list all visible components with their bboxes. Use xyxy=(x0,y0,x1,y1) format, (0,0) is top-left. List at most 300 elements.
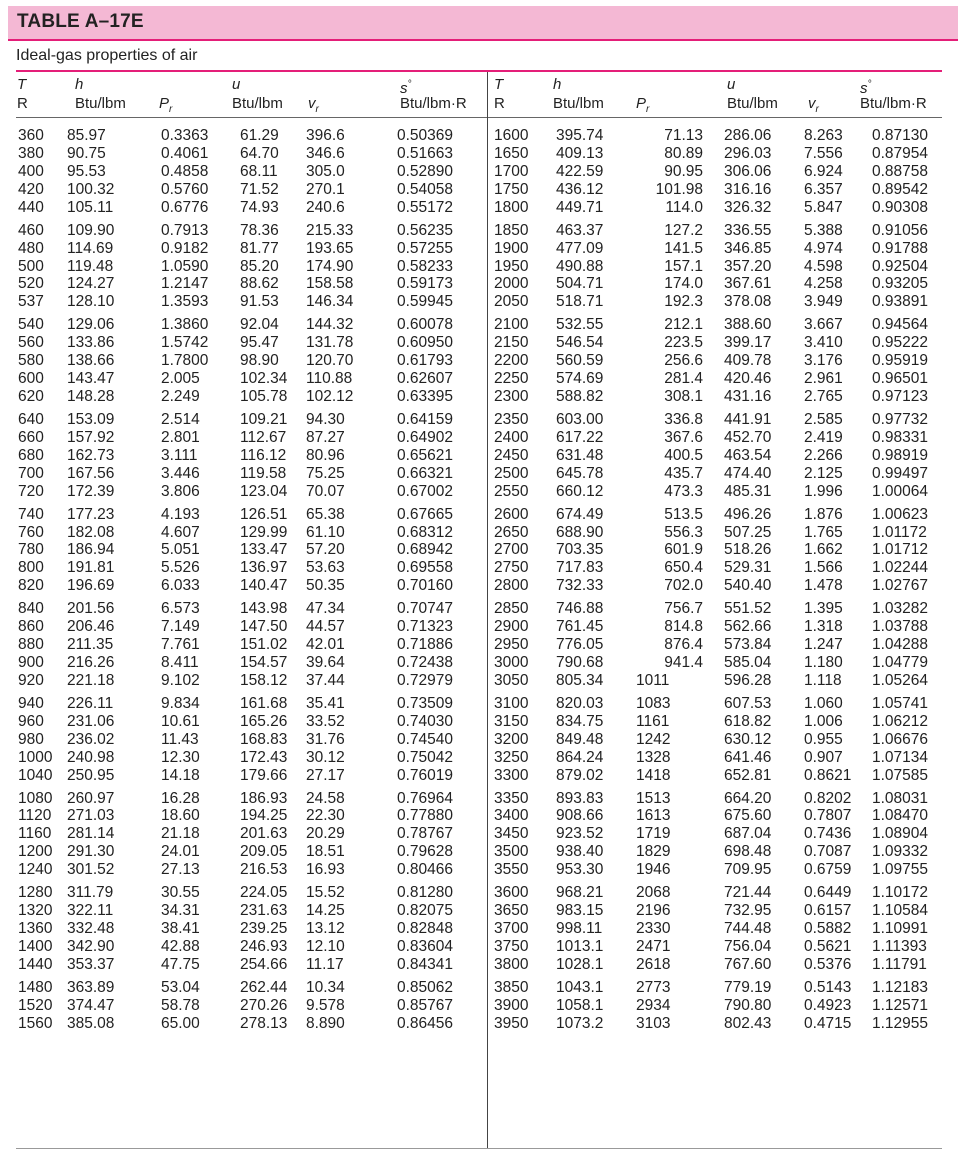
cell-right-t: 3800 xyxy=(494,955,529,973)
cell-left-pr: 1.2147 xyxy=(161,275,209,293)
cell-left-s: 0.78767 xyxy=(397,825,454,843)
cell-left-h: 172.39 xyxy=(67,482,115,500)
cell-left-u: 129.99 xyxy=(240,523,288,541)
cell-left-h: 167.56 xyxy=(67,464,115,482)
cell-right-vr: 1.996 xyxy=(804,482,843,500)
cell-right-t: 2850 xyxy=(494,600,529,618)
cell-left-h: 231.06 xyxy=(67,712,115,730)
cell-right-s: 0.92504 xyxy=(872,257,929,275)
cell-left-s: 0.64159 xyxy=(397,410,454,428)
cell-right-vr: 1.876 xyxy=(804,505,843,523)
cell-left-u: 147.50 xyxy=(240,618,288,636)
cell-right-vr: 1.395 xyxy=(804,600,843,618)
cell-left-h: 301.52 xyxy=(67,861,115,879)
cell-right-t: 1750 xyxy=(494,180,529,198)
cell-left-u: 61.29 xyxy=(240,127,279,144)
cell-right-pr: 1946 xyxy=(636,861,671,879)
cell-left-vr: 61.10 xyxy=(306,523,345,541)
cell-right-s: 1.12183 xyxy=(872,978,929,996)
cell-right-h: 938.40 xyxy=(556,843,604,861)
cell-right-vr: 0.8621 xyxy=(804,766,852,784)
cell-right-vr: 1.566 xyxy=(804,559,843,577)
cell-left-pr: 0.4061 xyxy=(161,144,209,162)
cell-right-u: 698.48 xyxy=(724,843,772,861)
cell-left-h: 236.02 xyxy=(67,730,115,748)
cell-right-vr: 1.118 xyxy=(804,671,842,689)
cell-left-h: 153.09 xyxy=(67,410,115,428)
cell-left-s: 0.51663 xyxy=(397,144,454,162)
header-pr-symbol: P xyxy=(159,95,170,112)
cell-left-u: 140.47 xyxy=(240,577,288,595)
cell-right-vr: 1.006 xyxy=(804,712,843,730)
cell-right-t: 2750 xyxy=(494,559,529,577)
cell-right-pr: 3103 xyxy=(636,1014,671,1032)
cell-left-vr: 8.890 xyxy=(306,1014,345,1032)
cell-right-pr: 876.4 xyxy=(664,636,703,654)
header-pr-right xyxy=(636,95,649,118)
cell-left-pr: 7.149 xyxy=(161,618,200,636)
cell-left-t: 680 xyxy=(18,446,44,464)
cell-right-pr: 1613 xyxy=(636,807,671,825)
cell-right-s: 1.09332 xyxy=(872,843,929,861)
cell-left-h: 157.92 xyxy=(67,428,115,446)
cell-left-pr: 8.411 xyxy=(161,654,199,672)
table-title-bar xyxy=(8,6,958,41)
cell-right-t: 3600 xyxy=(494,884,529,902)
cell-right-h: 645.78 xyxy=(556,464,604,482)
header-vr-right xyxy=(808,95,819,118)
cell-left-vr: 70.07 xyxy=(306,482,345,500)
cell-left-t: 740 xyxy=(18,505,44,523)
cell-left-h: 211.35 xyxy=(67,636,114,654)
cell-right-vr: 0.5143 xyxy=(804,978,852,996)
cell-left-u: 151.02 xyxy=(240,636,288,654)
cell-right-vr: 0.5621 xyxy=(804,937,852,955)
cell-left-s: 0.76964 xyxy=(397,789,454,807)
cell-left-t: 400 xyxy=(18,162,44,180)
cell-left-s: 0.84341 xyxy=(397,955,454,973)
cell-left-pr: 2.514 xyxy=(161,410,200,428)
cell-left-s: 0.85062 xyxy=(397,978,454,996)
cell-right-pr: 601.9 xyxy=(664,541,703,559)
cell-left-s: 0.54058 xyxy=(397,180,454,198)
cell-right-pr: 2196 xyxy=(636,902,671,920)
cell-left-vr: 10.34 xyxy=(306,978,345,996)
cell-left-u: 239.25 xyxy=(240,920,288,938)
cell-left-h: 271.03 xyxy=(67,807,115,825)
cell-left-t: 1080 xyxy=(18,789,53,807)
cell-right-h: 463.37 xyxy=(556,221,604,239)
cell-right-h: 849.48 xyxy=(556,730,604,748)
cell-left-pr: 18.60 xyxy=(161,807,200,825)
cell-right-u: 585.04 xyxy=(724,654,772,672)
cell-left-u: 102.34 xyxy=(240,370,288,388)
header-s-left xyxy=(400,76,412,97)
cell-right-u: 441.91 xyxy=(724,410,772,428)
cell-left-pr: 2.249 xyxy=(161,388,200,406)
cell-left-h: 182.08 xyxy=(67,523,115,541)
cell-left-vr: 13.12 xyxy=(306,920,345,938)
cell-left-vr: 33.52 xyxy=(306,712,345,730)
cell-right-h: 617.22 xyxy=(556,428,604,446)
cell-right-vr: 8.263 xyxy=(804,127,843,144)
cell-right-u: 540.40 xyxy=(724,577,772,595)
cell-left-s: 0.82848 xyxy=(397,920,454,938)
header-s-symbol: s xyxy=(860,80,868,97)
cell-left-s: 0.70747 xyxy=(397,600,454,618)
cell-left-t: 900 xyxy=(18,654,44,672)
cell-left-t: 440 xyxy=(18,198,44,216)
cell-right-u: 346.85 xyxy=(724,239,772,257)
cell-left-vr: 158.58 xyxy=(306,275,354,293)
cell-right-u: 687.04 xyxy=(724,825,772,843)
cell-left-t: 360 xyxy=(18,127,44,144)
cell-right-s: 0.95222 xyxy=(872,334,929,352)
cell-left-s: 0.72979 xyxy=(397,671,454,689)
cell-right-s: 1.12955 xyxy=(872,1014,929,1032)
cell-right-pr: 90.95 xyxy=(664,162,703,180)
cell-left-vr: 47.34 xyxy=(306,600,345,618)
cell-right-pr: 556.3 xyxy=(664,523,703,541)
cell-left-u: 91.53 xyxy=(240,293,279,311)
cell-left-vr: 305.0 xyxy=(306,162,345,180)
cell-left-pr: 38.41 xyxy=(161,920,200,938)
cell-left-u: 165.26 xyxy=(240,712,288,730)
cell-right-s: 1.11791 xyxy=(872,955,927,973)
cell-right-s: 0.91056 xyxy=(872,221,929,239)
cell-left-u: 246.93 xyxy=(240,937,288,955)
cell-left-vr: 110.88 xyxy=(306,370,353,388)
cell-right-u: 562.66 xyxy=(724,618,772,636)
cell-right-h: 893.83 xyxy=(556,789,604,807)
cell-right-t: 1650 xyxy=(494,144,529,162)
cell-right-vr: 1.765 xyxy=(804,523,843,541)
cell-left-h: 374.47 xyxy=(67,996,115,1014)
cell-right-vr: 0.8202 xyxy=(804,789,852,807)
cell-right-t: 3200 xyxy=(494,730,529,748)
cell-right-vr: 6.357 xyxy=(804,180,843,198)
cell-right-s: 0.93891 xyxy=(872,293,929,311)
cell-right-s: 1.01712 xyxy=(872,541,929,559)
cell-right-s: 1.03788 xyxy=(872,618,929,636)
cell-right-h: 477.09 xyxy=(556,239,604,257)
cell-right-s: 0.87130 xyxy=(872,127,929,144)
cell-left-pr: 47.75 xyxy=(161,955,200,973)
cell-right-t: 1600 xyxy=(494,127,529,144)
cell-left-vr: 14.25 xyxy=(306,902,345,920)
cell-right-pr: 2471 xyxy=(636,937,671,955)
cell-left-h: 114.69 xyxy=(67,239,114,257)
cell-left-s: 0.85767 xyxy=(397,996,454,1014)
cell-left-s: 0.79628 xyxy=(397,843,454,861)
cell-right-h: 588.82 xyxy=(556,388,604,406)
cell-left-pr: 6.573 xyxy=(161,600,200,618)
cell-left-s: 0.59173 xyxy=(397,275,454,293)
cell-left-s: 0.55172 xyxy=(397,198,454,216)
cell-left-t: 840 xyxy=(18,600,44,618)
cell-right-pr: 941.4 xyxy=(664,654,703,672)
cell-left-s: 0.66321 xyxy=(397,464,454,482)
cell-right-u: 420.46 xyxy=(724,370,772,388)
cell-right-t: 3000 xyxy=(494,654,529,672)
cell-left-s: 0.59945 xyxy=(397,293,454,311)
cell-right-t: 3150 xyxy=(494,712,529,730)
cell-left-t: 980 xyxy=(18,730,44,748)
cell-right-s: 0.89542 xyxy=(872,180,929,198)
cell-right-u: 507.25 xyxy=(724,523,772,541)
header-u-unit-right: Btu/lbm xyxy=(727,95,778,112)
cell-right-t: 3400 xyxy=(494,807,529,825)
cell-left-pr: 58.78 xyxy=(161,996,200,1014)
cell-right-u: 732.95 xyxy=(724,902,772,920)
cell-right-t: 2600 xyxy=(494,505,529,523)
cell-left-h: 191.81 xyxy=(67,559,115,577)
cell-right-u: 767.60 xyxy=(724,955,772,973)
cell-right-s: 1.10991 xyxy=(872,920,929,938)
cell-left-vr: 240.6 xyxy=(306,198,345,216)
cell-right-s: 1.07134 xyxy=(872,748,929,766)
cell-left-s: 0.72438 xyxy=(397,654,454,672)
cell-left-vr: 35.41 xyxy=(306,694,345,712)
cell-right-h: 674.49 xyxy=(556,505,604,523)
top-rule xyxy=(16,70,942,72)
cell-right-u: 388.60 xyxy=(724,316,772,334)
cell-left-u: 194.25 xyxy=(240,807,288,825)
cell-left-s: 0.60950 xyxy=(397,334,454,352)
cell-right-pr: 157.1 xyxy=(664,257,703,275)
column-divider xyxy=(487,72,488,1148)
cell-left-t: 1480 xyxy=(18,978,53,996)
cell-right-t: 2100 xyxy=(494,316,529,334)
cell-left-pr: 0.6776 xyxy=(161,198,209,216)
cell-left-pr: 1.3860 xyxy=(161,316,209,334)
cell-left-s: 0.68942 xyxy=(397,541,454,559)
cell-left-pr: 0.9182 xyxy=(161,239,209,257)
cell-left-s: 0.60078 xyxy=(397,316,454,334)
cell-left-vr: 42.01 xyxy=(306,636,345,654)
cell-left-t: 1440 xyxy=(18,955,53,973)
cell-right-t: 2900 xyxy=(494,618,529,636)
cell-right-u: 399.17 xyxy=(724,334,772,352)
header-s-symbol: s xyxy=(400,80,408,97)
cell-left-pr: 10.61 xyxy=(161,712,200,730)
cell-right-h: 834.75 xyxy=(556,712,604,730)
cell-right-u: 790.80 xyxy=(724,996,772,1014)
cell-right-u: 573.84 xyxy=(724,636,772,654)
cell-left-h: 216.26 xyxy=(67,654,115,672)
cell-right-h: 1013.1 xyxy=(556,937,604,955)
cell-right-t: 1850 xyxy=(494,221,529,239)
header-h-unit-right: Btu/lbm xyxy=(553,95,604,112)
cell-left-s: 0.76019 xyxy=(397,766,454,784)
cell-right-vr: 1.060 xyxy=(804,694,843,712)
cell-left-pr: 11.43 xyxy=(161,730,199,748)
cell-right-h: 746.88 xyxy=(556,600,604,618)
cell-right-u: 452.70 xyxy=(724,428,772,446)
cell-right-h: 436.12 xyxy=(556,180,604,198)
cell-left-u: 81.77 xyxy=(240,239,279,257)
cell-left-vr: 174.90 xyxy=(306,257,354,275)
cell-left-t: 660 xyxy=(18,428,44,446)
cell-right-u: 630.12 xyxy=(724,730,772,748)
cell-left-s: 0.68312 xyxy=(397,523,454,541)
cell-right-h: 953.30 xyxy=(556,861,604,879)
cell-left-t: 1200 xyxy=(18,843,53,861)
cell-right-s: 1.02244 xyxy=(872,559,929,577)
cell-left-u: 64.70 xyxy=(240,144,279,162)
cell-right-s: 1.08470 xyxy=(872,807,929,825)
cell-right-s: 1.05264 xyxy=(872,671,929,689)
cell-right-pr: 127.2 xyxy=(664,221,703,239)
cell-right-vr: 6.924 xyxy=(804,162,843,180)
cell-right-pr: 174.0 xyxy=(664,275,703,293)
cell-left-vr: 18.51 xyxy=(306,843,345,861)
cell-right-pr: 1083 xyxy=(636,694,671,712)
cell-right-h: 1043.1 xyxy=(556,978,604,996)
cell-left-pr: 5.051 xyxy=(161,541,200,559)
cell-left-s: 0.73509 xyxy=(397,694,454,712)
cell-left-t: 1040 xyxy=(18,766,53,784)
cell-right-h: 732.33 xyxy=(556,577,604,595)
cell-right-vr: 0.6157 xyxy=(804,902,852,920)
cell-right-vr: 1.318 xyxy=(804,618,843,636)
cell-right-u: 306.06 xyxy=(724,162,772,180)
cell-right-t: 2300 xyxy=(494,388,529,406)
cell-right-pr: 473.3 xyxy=(664,482,703,500)
header-vr-subscript: r xyxy=(815,104,819,115)
cell-left-u: 71.52 xyxy=(240,180,279,198)
cell-right-pr: 281.4 xyxy=(664,370,703,388)
header-t-left: T xyxy=(17,76,27,93)
cell-left-u: 209.05 xyxy=(240,843,288,861)
cell-left-pr: 34.31 xyxy=(161,902,200,920)
cell-right-vr: 3.176 xyxy=(804,352,843,370)
cell-right-t: 3100 xyxy=(494,694,529,712)
cell-right-u: 607.53 xyxy=(724,694,772,712)
cell-right-s: 0.97732 xyxy=(872,410,929,428)
cell-right-s: 1.02767 xyxy=(872,577,929,595)
cell-left-h: 385.08 xyxy=(67,1014,115,1032)
cell-left-s: 0.67665 xyxy=(397,505,454,523)
cell-left-h: 138.66 xyxy=(67,352,115,370)
cell-right-u: 485.31 xyxy=(724,482,772,500)
cell-left-s: 0.81280 xyxy=(397,884,454,902)
cell-right-t: 3050 xyxy=(494,671,529,689)
cell-left-vr: 37.44 xyxy=(306,671,345,689)
cell-left-vr: 39.64 xyxy=(306,654,345,672)
cell-left-s: 0.71886 xyxy=(397,636,454,654)
cell-right-s: 1.06676 xyxy=(872,730,929,748)
cell-left-vr: 270.1 xyxy=(306,180,345,198)
cell-left-pr: 16.28 xyxy=(161,789,200,807)
cell-right-pr: 702.0 xyxy=(664,577,703,595)
cell-left-s: 0.82075 xyxy=(397,902,454,920)
cell-right-t: 2950 xyxy=(494,636,529,654)
cell-left-h: 291.30 xyxy=(67,843,115,861)
header-vr-subscript: r xyxy=(315,104,319,115)
cell-left-pr: 0.3363 xyxy=(161,127,209,144)
cell-right-pr: 1011 xyxy=(636,671,670,689)
cell-left-u: 161.68 xyxy=(240,694,288,712)
cell-left-vr: 15.52 xyxy=(306,884,345,902)
cell-right-s: 1.08904 xyxy=(872,825,929,843)
cell-right-u: 652.81 xyxy=(724,766,772,784)
header-t-unit-right: R xyxy=(494,95,505,112)
cell-right-vr: 0.5882 xyxy=(804,920,852,938)
cell-left-s: 0.61793 xyxy=(397,352,454,370)
cell-right-s: 1.01172 xyxy=(872,523,927,541)
cell-right-h: 998.11 xyxy=(556,920,603,938)
cell-right-pr: 141.5 xyxy=(664,239,703,257)
cell-right-pr: 435.7 xyxy=(664,464,703,482)
cell-right-t: 3500 xyxy=(494,843,529,861)
cell-left-h: 148.28 xyxy=(67,388,115,406)
table-subtitle: Ideal-gas properties of air xyxy=(16,47,198,64)
cell-right-u: 286.06 xyxy=(724,127,772,144)
cell-left-t: 460 xyxy=(18,221,44,239)
header-t-unit-left: R xyxy=(17,95,28,112)
cell-left-u: 172.43 xyxy=(240,748,288,766)
cell-right-u: 367.61 xyxy=(724,275,772,293)
header-vr-symbol: v xyxy=(308,95,316,112)
cell-right-t: 2150 xyxy=(494,334,529,352)
cell-right-t: 2700 xyxy=(494,541,529,559)
cell-left-h: 281.14 xyxy=(67,825,115,843)
cell-right-u: 721.44 xyxy=(724,884,772,902)
cell-left-t: 640 xyxy=(18,410,44,428)
cell-left-u: 109.21 xyxy=(240,410,288,428)
cell-right-pr: 1719 xyxy=(636,825,671,843)
header-h-unit-left: Btu/lbm xyxy=(75,95,126,112)
cell-right-t: 2000 xyxy=(494,275,529,293)
cell-left-u: 136.97 xyxy=(240,559,288,577)
cell-left-vr: 87.27 xyxy=(306,428,345,446)
cell-right-pr: 1242 xyxy=(636,730,671,748)
cell-left-vr: 396.6 xyxy=(306,127,345,144)
cell-right-t: 3550 xyxy=(494,861,529,879)
cell-left-pr: 30.55 xyxy=(161,884,200,902)
cell-right-s: 0.98919 xyxy=(872,446,929,464)
cell-left-h: 363.89 xyxy=(67,978,115,996)
cell-right-s: 1.07585 xyxy=(872,766,929,784)
cell-right-s: 1.06212 xyxy=(872,712,929,730)
cell-right-s: 0.98331 xyxy=(872,428,929,446)
cell-right-vr: 0.5376 xyxy=(804,955,852,973)
cell-left-pr: 1.5742 xyxy=(161,334,209,352)
cell-left-pr: 1.3593 xyxy=(161,293,209,311)
cell-right-pr: 71.13 xyxy=(664,127,703,144)
header-vr-left xyxy=(308,95,319,118)
cell-right-t: 1700 xyxy=(494,162,529,180)
cell-left-t: 760 xyxy=(18,523,44,541)
cell-left-pr: 7.761 xyxy=(161,636,200,654)
cell-right-h: 518.71 xyxy=(556,293,604,311)
cell-left-t: 560 xyxy=(18,334,44,352)
cell-left-s: 0.50369 xyxy=(397,127,454,144)
cell-right-s: 1.05741 xyxy=(872,694,929,712)
header-u-unit-left: Btu/lbm xyxy=(232,95,283,112)
cell-left-u: 278.13 xyxy=(240,1014,288,1032)
cell-left-t: 1120 xyxy=(18,807,52,825)
cell-right-u: 744.48 xyxy=(724,920,772,938)
cell-right-h: 546.54 xyxy=(556,334,604,352)
cell-left-h: 250.95 xyxy=(67,766,115,784)
cell-left-u: 154.57 xyxy=(240,654,288,672)
cell-right-vr: 3.410 xyxy=(804,334,843,352)
cell-left-s: 0.70160 xyxy=(397,577,454,595)
cell-left-u: 78.36 xyxy=(240,221,279,239)
cell-right-s: 0.97123 xyxy=(872,388,929,406)
